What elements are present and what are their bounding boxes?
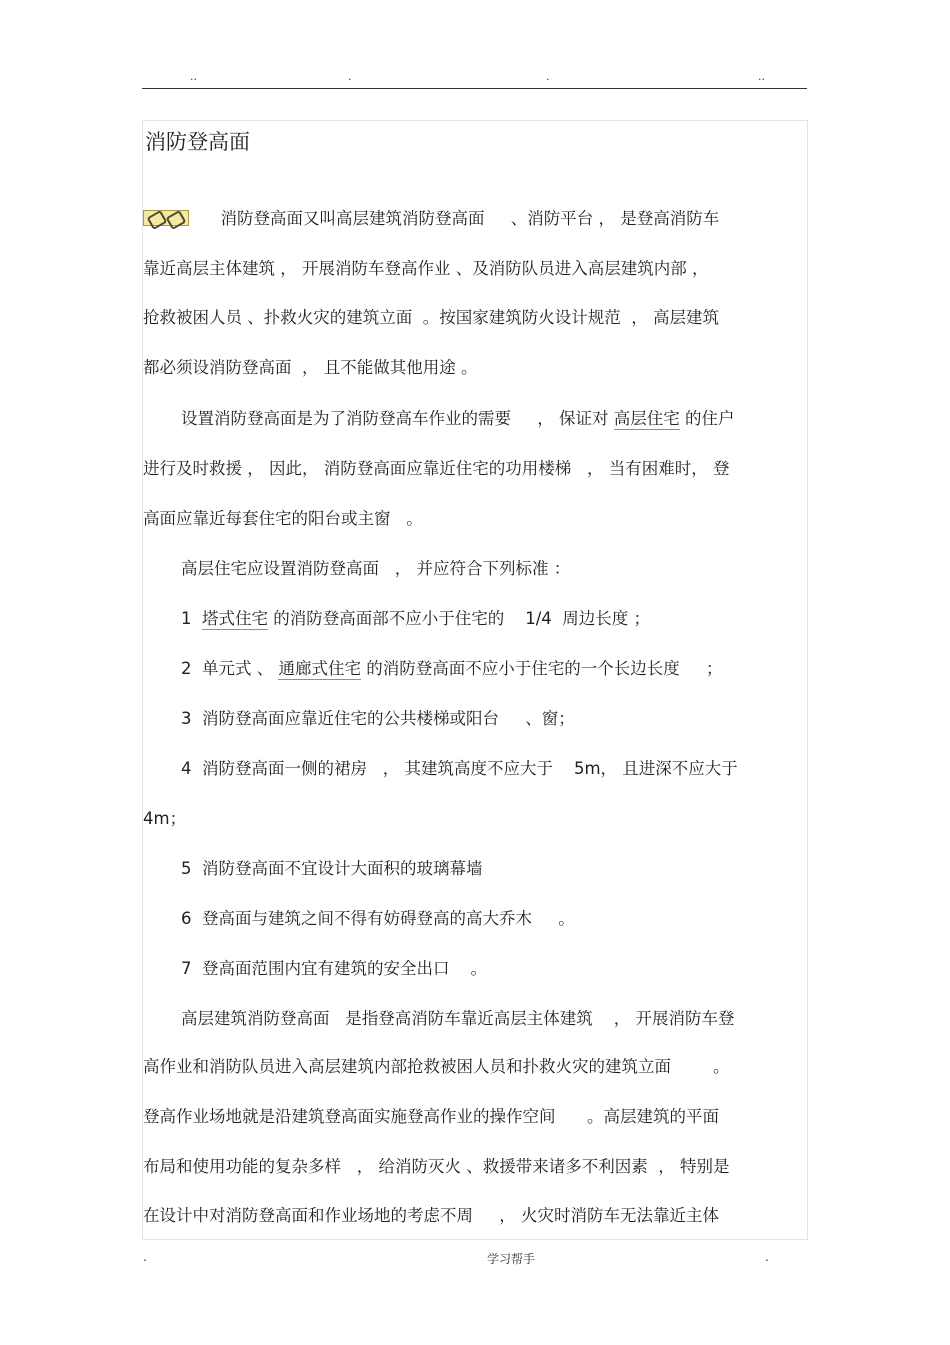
paragraph-4-line-2: 高作业和消防队员进入高层建筑内部抢救被困人员和扑救火灾的建筑立面 。	[143, 1057, 730, 1076]
page-title: 消防登高面	[145, 130, 250, 154]
footer-center-label: 学习帮手	[487, 1252, 536, 1266]
page-header	[0, 70, 950, 86]
list-item-5: 5 消防登高面不宜设计大面积的玻璃幕墙	[181, 859, 483, 878]
document-body	[142, 120, 808, 1240]
paragraph-3: 高层住宅应设置消防登高面 ， 并应符合下列标准 ：	[181, 559, 571, 578]
list-item-6: 6 登高面与建筑之间不得有妨碍登高的高大乔木 。	[181, 909, 575, 928]
paragraph-2-line-1: 设置消防登高面是为了消防登高车作业的需要 ， 保证对 高层住宅 的住户	[181, 409, 735, 428]
list-item-7: 7 登高面范围内宜有建筑的安全出口 。	[181, 959, 487, 978]
header-rule	[142, 88, 807, 89]
footer-left-dot: .	[143, 1250, 147, 1264]
paragraph-1-line-3: 抢救被困人员 、扑救火灾的建筑立面 。按国家建筑防火设计规范 ， 高层建筑	[143, 308, 719, 327]
list-item-4-line-2: 4m；	[143, 809, 187, 828]
pencil-highlight-icon[interactable]	[143, 210, 189, 226]
paragraph-4-line-4: 布局和使用功能的复杂多样 ， 给消防灭火 、救援带来诸多不利因素 ， 特别是	[143, 1157, 730, 1176]
list-item-2: 2 单元式 、 通廊式住宅 的消防登高面不应小于住宅的一个长边长度 ；	[181, 659, 723, 678]
link-tower-residence[interactable]: 塔式住宅	[202, 609, 268, 628]
list-item-4-line-1: 4 消防登高面一侧的裙房 ， 其建筑高度不应大于 5m， 且进深不应大于	[181, 759, 738, 778]
link-corridor-residence[interactable]: 通廊式住宅	[278, 659, 361, 678]
paragraph-1-line-1: 消防登高面又叫高层建筑消防登高面 、消防平台 ， 是登高消防车	[143, 206, 719, 232]
paragraph-1-line-2: 靠近高层主体建筑 ， 开展消防车登高作业 、及消防队员进入高层建筑内部 ，	[143, 259, 709, 278]
page-footer	[0, 1250, 950, 1270]
paragraph-1-line-4: 都必须设消防登高面 ， 且不能做其他用途 。	[143, 358, 478, 377]
header-dot-2: .	[348, 70, 352, 83]
list-item-3: 3 消防登高面应靠近住宅的公共楼梯或阳台 、窗；	[181, 709, 575, 728]
link-high-rise-residence[interactable]: 高层住宅	[613, 409, 680, 428]
paragraph-2-line-3: 高面应靠近每套住宅的阳台或主窗 。	[143, 509, 423, 528]
header-dot-1: ..	[190, 70, 197, 83]
header-dot-3: .	[546, 70, 550, 83]
footer-right-dot: .	[765, 1250, 769, 1264]
paragraph-4-line-1: 高层建筑消防登高面 是指登高消防车靠近高层主体建筑 ， 开展消防车登	[181, 1009, 735, 1028]
header-dot-4: ..	[758, 70, 765, 83]
paragraph-2-line-2: 进行及时救援 ， 因此， 消防登高面应靠近住宅的功用楼梯 ， 当有困难时， 登	[143, 459, 730, 478]
list-item-1: 1 塔式住宅 的消防登高面部不应小于住宅的 1/4 周边长度 ；	[181, 609, 651, 628]
paragraph-4-line-5: 在设计中对消防登高面和作业场地的考虑不周 ， 火灾时消防车无法靠近主体	[143, 1206, 719, 1225]
paragraph-4-line-3: 登高作业场地就是沿建筑登高面实施登高作业的操作空间 。高层建筑的平面	[143, 1107, 719, 1126]
